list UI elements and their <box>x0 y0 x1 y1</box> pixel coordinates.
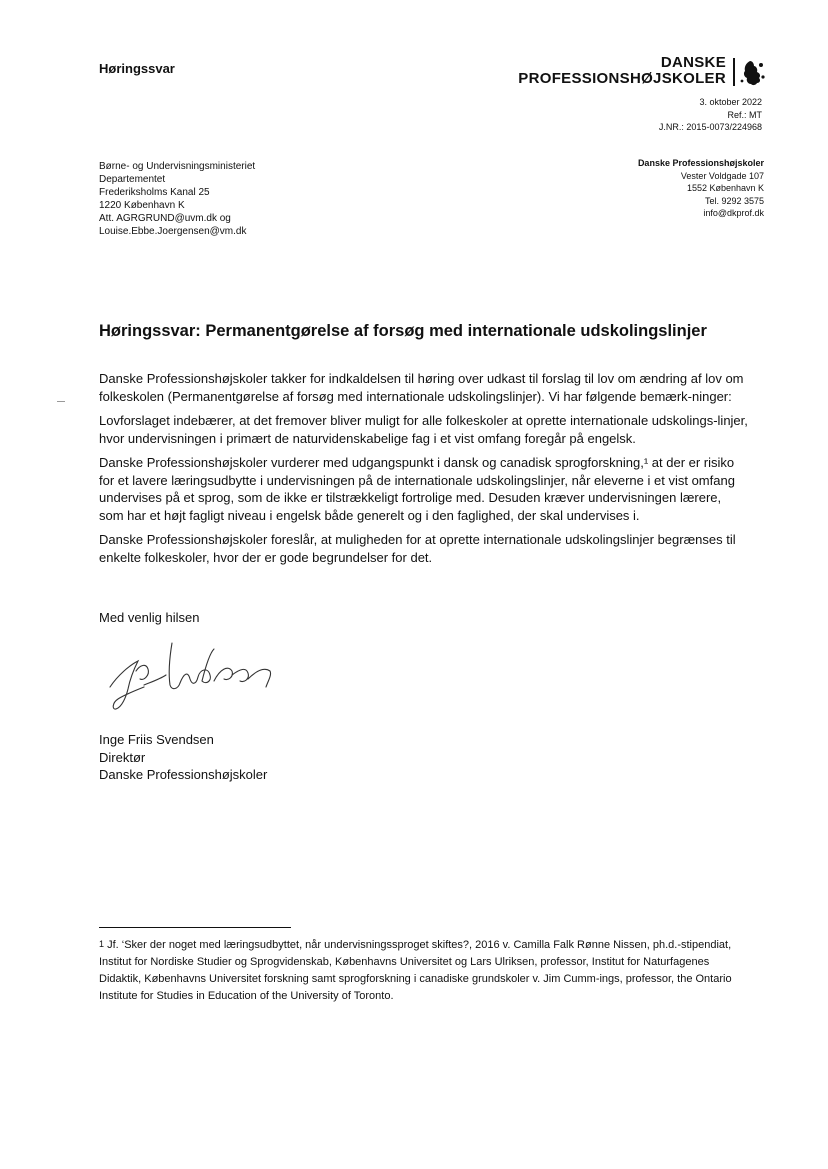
document-meta <box>659 96 762 134</box>
recipient-line: Frederiksholms Kanal 25 <box>99 187 210 198</box>
signer-name: Inge Friis Svendsen <box>99 732 214 747</box>
body-paragraph: Lovforslaget indebærer, at det fremover bliver muligt for alle folkeskoler at oprette internationale udskolings-linjer, hvor undervisningen i primært de naturvidenskabelige fag i et vist omfang foregår på engelsk. <box>99 413 748 446</box>
signer-block <box>99 731 267 784</box>
body-paragraph: Danske Professionshøjskoler foreslår, at muligheden for at oprette internationale udskolingslinjer begrænses til enkelte folkeskoler, hvor der er gode begrundelser for det. <box>99 532 736 565</box>
logo-line-1: DANSKE <box>660 54 726 71</box>
recipient-line: 1220 København K <box>99 200 185 211</box>
closing-phrase: Med venlig hilsen <box>99 610 200 625</box>
footnote-marker: 1 <box>99 939 105 949</box>
signer-title: Direktør <box>99 749 146 765</box>
logo-mark-icon <box>738 57 766 89</box>
logo-line-2: PROFESSIONSHØJSKOLER <box>518 70 726 87</box>
recipient-line: Børne- og Undervisningsministeriet <box>99 161 256 172</box>
footnote-text: Jf. ‘Sker der noget med læringsudbyttet, når undervisningssproget skiftes?, 2016 v. Camilla Falk Rønne Nissen, ph.d.-stipendiat, Institut for Nordiske Studier og Sprogvidenskab, Københavns Universitet og Lars Ulriksen, professor, Institut for Naturfagenes Didaktik, Københavns Universitet forskning samt sprogforskning i canadiske grundskoler v. Jim Cumm-ings, professor, the Ontario Institute for Studies in Education of the University of Toronto. <box>99 939 732 1002</box>
logo-divider <box>733 58 735 86</box>
document-type-label: Høringssvar <box>99 61 175 76</box>
sender-name: Danske Professionshøjskoler <box>637 158 764 168</box>
recipient-address <box>99 160 255 238</box>
handwritten-signature <box>100 635 300 715</box>
margin-mark <box>57 401 65 402</box>
body-paragraph: Danske Professionshøjskoler takker for indkaldelsen til høring over udkast til forslag til lov om ændring af lov om folkeskolen (Permanentgørelse af forsøg med internationale udskolingslinjer). Vi har følgende bemærk-ninger: <box>99 371 744 404</box>
signer-organization: Danske Professionshøjskoler <box>99 767 268 782</box>
recipient-line: Att. AGRGRUND@uvm.dk og <box>99 213 231 224</box>
footnote-separator <box>99 927 291 928</box>
organization-logo <box>500 55 766 91</box>
letter-body <box>99 370 749 573</box>
body-paragraph: Danske Professionshøjskoler vurderer med udgangspunkt i dansk og canadisk sprogforskning,¹ at der er risiko for et lavere læringsudbytte i undervisningen på de internationale udskolingslinjer, når eleverne i et vist omfang undervises på et sprog, som de ikke er tilstrækkeligt fortrolige med. Desuden kræver undervisningen lærere, som har et højt fagligt niveau i engelsk både generelt og i den faglighed, der skal undervises i. <box>99 455 735 523</box>
recipient-line: Departementet <box>99 174 166 185</box>
recipient-line: Louise.Ebbe.Joergensen@vm.dk <box>99 226 247 237</box>
document-date: 3. oktober 2022 <box>699 97 762 107</box>
letter-heading: Høringssvar: Permanentgørelse af forsøg med internationale udskolingslinjer <box>99 322 707 340</box>
sender-line: info@dkprof.dk <box>703 208 764 218</box>
sender-address <box>638 157 764 220</box>
footnote <box>99 937 743 1005</box>
document-reference: Ref.: MT <box>727 109 762 120</box>
sender-line: 1552 København K <box>686 183 764 193</box>
sender-line: Tel. 9292 3575 <box>704 195 764 206</box>
journal-number: J.NR.: 2015-0073/224968 <box>658 122 762 132</box>
sender-line: Vester Voldgade 107 <box>680 170 764 181</box>
